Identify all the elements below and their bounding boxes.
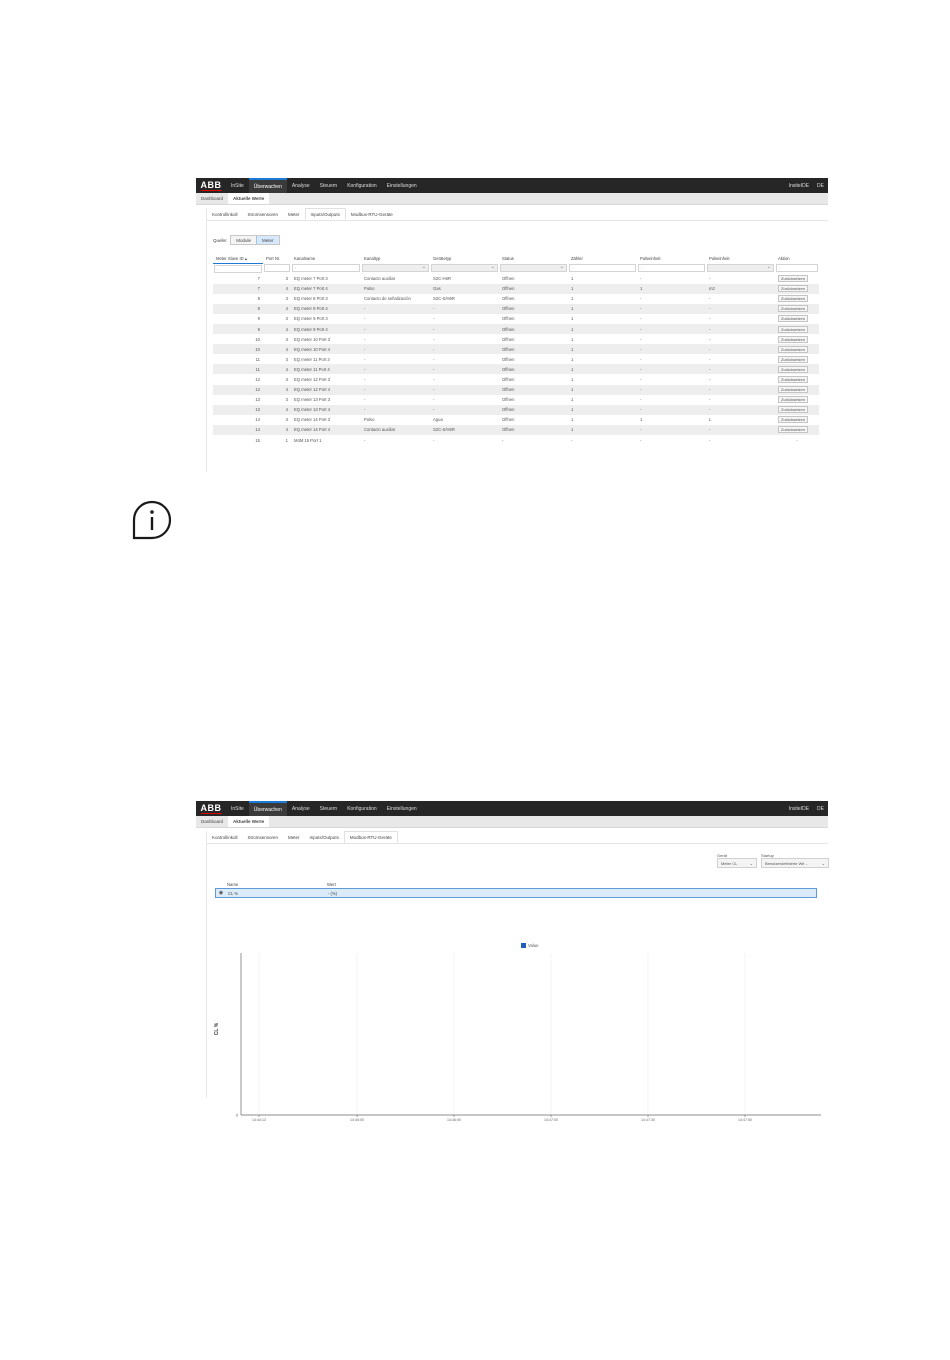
device-select[interactable]: Meter CL ⌄ <box>717 858 757 868</box>
row-device-type: - <box>433 397 435 403</box>
filter-pulse-1[interactable]: - <box>638 264 705 272</box>
row-slave-id: 7 <box>213 284 263 294</box>
nav-einstellungen[interactable]: Einstellungen <box>386 182 417 189</box>
row-pulse-2: - <box>706 344 775 354</box>
row-action <box>775 284 819 294</box>
row-port: 4 <box>263 284 291 294</box>
row-status: Offnen <box>502 417 515 423</box>
row-slave-id: 7 <box>257 276 260 282</box>
tab-stromsensoren[interactable]: Stromsensoren <box>247 834 279 840</box>
col-slave-id[interactable]: Meter Slave ID ▴ <box>213 254 263 263</box>
row-counter: 1 <box>568 284 637 294</box>
row-channel-type: - <box>361 385 430 395</box>
row-action <box>775 374 819 384</box>
row-channel-type: Contacto auxiliar <box>361 425 430 435</box>
row-counter: 1 <box>568 304 637 314</box>
row-pulse-2: - <box>706 405 775 415</box>
col-counter[interactable]: Zähler <box>571 256 583 261</box>
row-status: Offnen <box>499 405 568 415</box>
source-option-module[interactable]: Module <box>231 236 256 244</box>
row-channel-type: - <box>364 437 366 443</box>
filter-pulse-2[interactable] <box>707 264 774 272</box>
row-device-type: - <box>433 316 435 322</box>
row-channel-type: - <box>364 356 366 362</box>
row-pulse-2: - <box>709 397 711 403</box>
row-pulse-2: - <box>709 296 711 302</box>
row-slave-id: 8 <box>257 296 260 302</box>
tab-modbus-rtu[interactable]: Modbus-RTU-Geräte <box>344 831 398 843</box>
row-device-type: - <box>433 356 435 362</box>
row-channel-type: Contacto auxiliar <box>364 276 396 282</box>
nav-steuern[interactable]: Steuern <box>319 182 338 189</box>
table-row <box>213 284 819 294</box>
row-action <box>775 425 819 435</box>
legend-label: Value <box>528 943 539 948</box>
x-tick-label: 14:44:13 <box>252 1118 266 1122</box>
row-port: 3 <box>285 336 288 342</box>
row-counter: 1 <box>571 336 574 342</box>
table-row <box>213 294 819 304</box>
sub-navbar <box>196 193 828 205</box>
row-status: - <box>502 437 504 443</box>
row-pulse-2: - <box>706 324 775 334</box>
row-slave-id: 10 <box>213 344 263 354</box>
row-channel-type: - <box>361 364 430 374</box>
row-channel-type: Pulso <box>361 284 430 294</box>
row-port: 4 <box>263 324 291 334</box>
filter-row <box>213 263 819 274</box>
header-value: Wert <box>327 881 336 887</box>
row-slave-id: 11 <box>255 356 260 362</box>
main-content <box>206 208 828 472</box>
filter-port[interactable]: - <box>264 264 290 272</box>
user-menu[interactable]: InsiteIDE <box>788 805 810 812</box>
reset-button[interactable]: Zurücksetzen <box>778 275 808 282</box>
filter-channel-name[interactable]: - <box>292 264 360 272</box>
row-pulse-2: - <box>706 304 775 314</box>
row-counter: 1 <box>571 296 574 302</box>
row-action <box>775 314 819 324</box>
row-port: 4 <box>263 344 291 354</box>
row-channel-name: EQ meter 14 Port 3 <box>294 417 331 423</box>
col-pulse-unit-1[interactable]: Pulseinheit <box>640 256 661 261</box>
row-device-type: - <box>433 437 435 443</box>
row-channel-name: EQ meter 13 Port 3 <box>294 397 331 403</box>
tab-inputs-outputs[interactable]: Inputs/Outputs <box>309 834 339 840</box>
row-channel-name: EQ meter 10 Port 3 <box>294 336 331 342</box>
row-device-type: - <box>430 324 499 334</box>
row-pulse-1: 1 <box>637 284 706 294</box>
row-channel-type: - <box>361 324 430 334</box>
language-switch[interactable]: DE <box>817 805 824 812</box>
row-action <box>775 274 819 284</box>
row-channel-name: EQ meter 7 Port 4 <box>291 284 361 294</box>
row-action <box>775 354 819 364</box>
sort-asc-icon: ▴ <box>244 255 247 261</box>
row-slave-id: 9 <box>213 324 263 334</box>
nav-insite[interactable]: InSite <box>231 182 244 189</box>
row-device-type: S2C-S/H6R <box>433 296 455 302</box>
row-counter: 1 <box>568 364 637 374</box>
table-row <box>213 395 819 405</box>
row-pulse-1: - <box>640 437 642 443</box>
row-slave-id: 9 <box>257 316 260 322</box>
table-row <box>213 405 819 415</box>
col-device-type[interactable]: Gerätetyp <box>433 256 452 261</box>
row-channel-name: EQ meter 14 Port 4 <box>291 425 361 435</box>
language-switch[interactable]: DE <box>817 182 824 189</box>
row-slave-id: 8 <box>213 304 263 314</box>
col-channel-name[interactable]: Kanalname <box>294 256 316 261</box>
nav-steuern[interactable]: Steuern <box>319 805 338 812</box>
row-action <box>775 364 819 374</box>
row-slave-id: 14 <box>213 425 263 435</box>
table-row <box>213 364 819 374</box>
row-pulse-2: - <box>709 336 711 342</box>
row-pulse-1: - <box>640 397 642 403</box>
reset-button[interactable]: Zurücksetzen <box>778 386 808 393</box>
row-pulse-2: - <box>709 316 711 322</box>
tab-kontroll[interactable]: Kontrollinkoll <box>212 834 238 840</box>
row-status: Offnen <box>499 304 568 314</box>
table-row <box>213 415 819 425</box>
screenshot-modbus-rtu <box>196 801 828 1122</box>
reset-button[interactable]: Zurücksetzen <box>778 305 808 312</box>
row-device-type: - <box>430 344 499 354</box>
nav-konfiguration[interactable]: Konfiguration <box>347 182 377 189</box>
row-channel-name: EQ meter 12 Port 3 <box>294 376 331 382</box>
row-action <box>775 304 819 314</box>
col-status[interactable]: Status <box>502 256 514 261</box>
row-channel-type: - <box>361 405 430 415</box>
row-port: 4 <box>263 304 291 314</box>
nav-ueberwachen[interactable]: Überwachen <box>249 178 287 193</box>
row-status: Offnen <box>499 385 568 395</box>
x-tick-label: 14:45:00 <box>350 1118 364 1122</box>
reset-button[interactable]: Zurücksetzen <box>778 326 808 333</box>
row-device-type: Agua <box>433 417 443 423</box>
row-pulse-1: - <box>637 364 706 374</box>
filter-action[interactable]: - <box>776 264 818 272</box>
row-status: Offnen <box>502 397 515 403</box>
table-row <box>213 334 819 344</box>
row-pulse-1: - <box>640 356 642 362</box>
row-counter: 1 <box>571 276 574 282</box>
row-status: Offnen <box>499 425 568 435</box>
reset-button[interactable]: Zurücksetzen <box>778 416 808 423</box>
row-pulse-2: - <box>709 356 711 362</box>
row-channel-name: EQ meter 8 Port 3 <box>294 296 328 302</box>
reset-button[interactable]: Zurücksetzen <box>778 285 808 292</box>
row-port: 4 <box>263 385 291 395</box>
row-action: - <box>796 437 798 443</box>
filter-channel-type[interactable] <box>362 264 429 272</box>
nav-ueberwachen[interactable]: Überwachen <box>249 801 287 816</box>
row-pulse-2: - <box>706 425 775 435</box>
top-navbar <box>196 178 828 193</box>
tab-inputs-outputs[interactable]: Inputs/Outputs <box>305 208 346 220</box>
filter-counter[interactable]: - <box>569 264 636 272</box>
table-row <box>213 314 819 324</box>
info-icon <box>131 500 173 540</box>
source-selector <box>213 235 280 245</box>
row-channel-type: - <box>364 336 366 342</box>
table-row <box>213 435 819 445</box>
row-pulse-1: - <box>640 296 642 302</box>
row-pulse-2: - <box>706 385 775 395</box>
row-port: 1 <box>285 437 288 443</box>
col-port[interactable]: Port Nr. <box>266 256 281 261</box>
row-slave-id: 14 <box>255 417 260 423</box>
row-status: Offnen <box>499 284 568 294</box>
row-pulse-2: L <box>709 417 712 423</box>
row-port: 3 <box>285 276 288 282</box>
row-status: Offnen <box>499 344 568 354</box>
row-action <box>775 395 819 405</box>
row-pulse-2: m2 <box>706 284 775 294</box>
row-status: Offnen <box>502 276 515 282</box>
row-channel-name: EQ meter 10 Port 4 <box>291 344 361 354</box>
row-port: 4 <box>263 405 291 415</box>
row-pulse-1: - <box>637 405 706 415</box>
row-channel-name: EQ meter 11 Port 3 <box>294 356 330 362</box>
row-slave-id: 13 <box>213 405 263 415</box>
row-channel-name: M4M 15 Port 1 <box>294 437 322 443</box>
device-label: Gerät <box>717 853 728 858</box>
tab-bar <box>207 208 828 221</box>
row-status: Offnen <box>502 376 515 382</box>
filter-status[interactable] <box>500 264 567 272</box>
x-tick-label: 14:47:00 <box>544 1118 558 1122</box>
row-device-type: Gas <box>430 284 499 294</box>
sub-navbar <box>196 816 828 828</box>
reset-button[interactable]: Zurücksetzen <box>778 406 808 413</box>
row-port: 3 <box>285 356 288 362</box>
row-counter: 1 <box>568 324 637 334</box>
row-action <box>775 334 819 344</box>
row-status: Offnen <box>502 316 515 322</box>
row-counter: 1 <box>568 344 637 354</box>
source-label: Quelle: <box>213 237 228 243</box>
row-slave-id: 10 <box>255 336 260 342</box>
source-toggle <box>230 235 279 245</box>
source-option-meter[interactable]: Meter <box>256 236 279 244</box>
table-row <box>213 425 819 435</box>
row-pulse-1: - <box>637 344 706 354</box>
row-pulse-2: - <box>706 364 775 374</box>
screenshot-current-values-io <box>196 178 828 472</box>
row-pulse-2: - <box>709 276 711 282</box>
tab-modbus-rtu[interactable]: Modbus-RTU-Geräte <box>350 211 393 217</box>
filter-device-type[interactable] <box>431 264 498 272</box>
range-label: Startup <box>761 853 774 858</box>
row-port: 3 <box>285 316 288 322</box>
row-action <box>775 344 819 354</box>
table-row <box>213 354 819 364</box>
row-port: 4 <box>263 425 291 435</box>
row-counter: 1 <box>571 356 574 362</box>
table-row <box>213 374 819 384</box>
row-status: Offnen <box>499 364 568 374</box>
row-port: 4 <box>263 364 291 374</box>
table-row <box>213 274 819 284</box>
row-pulse-2: - <box>709 437 711 443</box>
row-status: Offnen <box>502 336 515 342</box>
range-select[interactable]: Benutzerdefinierte We... ⌄ <box>761 858 829 868</box>
row-pulse-1: - <box>637 324 706 334</box>
row-action <box>775 385 819 395</box>
main-content <box>206 831 828 1122</box>
abb-logo: ABB <box>200 179 222 190</box>
nav-konfiguration[interactable]: Konfiguration <box>347 805 377 812</box>
row-channel-type: - <box>364 397 366 403</box>
nav-analyse[interactable]: Analyse <box>291 805 310 812</box>
reset-button[interactable]: Zurücksetzen <box>778 426 808 433</box>
row-pulse-1: - <box>640 336 642 342</box>
row-counter: 1 <box>571 417 574 423</box>
chevron-down-icon: ⌄ <box>749 860 753 866</box>
table-row <box>213 304 819 314</box>
row-port: 3 <box>285 417 288 423</box>
value-row-value: - (%) <box>328 890 338 896</box>
row-device-type: - <box>433 336 435 342</box>
subnav-dashboard[interactable]: Dashboard <box>201 196 224 201</box>
row-slave-id: 15 <box>255 437 260 443</box>
filter-slave-id[interactable]: - <box>214 265 262 273</box>
row-counter: 1 <box>568 425 637 435</box>
row-channel-type: - <box>364 316 366 322</box>
row-device-type: S2C-S/H6R <box>430 425 499 435</box>
row-device-type: - <box>430 364 499 374</box>
y-tick-label: 0 <box>235 1112 238 1118</box>
row-status: Offnen <box>499 324 568 334</box>
value-row-name: CL % <box>228 890 239 896</box>
row-port: 3 <box>285 296 288 302</box>
row-slave-id: 12 <box>213 385 263 395</box>
row-port: 3 <box>285 397 288 403</box>
tab-meter[interactable]: Meter <box>288 834 300 840</box>
row-pulse-2: - <box>709 376 711 382</box>
io-table <box>213 254 819 445</box>
row-status: Offnen <box>502 356 515 362</box>
row-slave-id: 13 <box>255 397 260 403</box>
row-channel-type: - <box>361 344 430 354</box>
col-pulse-unit-2[interactable]: Pulseinheit <box>709 256 730 261</box>
nav-einstellungen[interactable]: Einstellungen <box>386 805 417 812</box>
row-action <box>775 405 819 415</box>
nav-insite[interactable]: InSite <box>231 805 244 812</box>
row-pulse-1: - <box>637 304 706 314</box>
row-device-type: - <box>430 385 499 395</box>
row-channel-name: EQ meter 8 Port 4 <box>291 304 361 314</box>
row-channel-name: EQ meter 7 Port 3 <box>294 276 328 282</box>
row-device-type: - <box>430 405 499 415</box>
table-row <box>213 324 819 334</box>
chart-y-axis-label: CL % <box>214 1022 221 1036</box>
row-channel-name: EQ meter 11 Port 4 <box>291 364 361 374</box>
table-row <box>213 344 819 354</box>
row-channel-name: EQ meter 12 Port 4 <box>291 385 361 395</box>
row-device-type: S2C-H6R <box>433 276 451 282</box>
reset-button[interactable]: Zurücksetzen <box>778 346 808 353</box>
row-action <box>775 294 819 304</box>
row-channel-name: EQ meter 13 Port 4 <box>291 405 361 415</box>
reset-button[interactable]: Zurücksetzen <box>778 376 808 383</box>
x-tick-label: 14:47:50 <box>738 1118 752 1122</box>
header-name: Name <box>227 881 239 887</box>
user-menu[interactable]: InsiteIDE <box>788 182 810 189</box>
row-pulse-1: - <box>640 316 642 322</box>
reset-button[interactable]: Zurücksetzen <box>778 315 808 322</box>
reset-button[interactable]: Zurücksetzen <box>778 396 808 403</box>
eye-icon[interactable]: ◉ <box>218 890 224 896</box>
nav-analyse[interactable]: Analyse <box>291 182 310 189</box>
row-channel-type: Pulso <box>364 417 375 423</box>
abb-logo: ABB <box>200 802 222 813</box>
row-counter: 1 <box>571 316 574 322</box>
top-navbar <box>196 801 828 816</box>
subnav-current-values[interactable]: Aktuelle Werte <box>228 193 269 204</box>
reset-button[interactable]: Zurücksetzen <box>778 336 808 343</box>
tab-meter[interactable]: Meter <box>288 211 300 217</box>
row-device-type: - <box>430 304 499 314</box>
row-action <box>775 415 819 425</box>
row-channel-type: - <box>361 304 430 314</box>
row-action <box>775 324 819 334</box>
x-tick-label: 14:46:00 <box>447 1118 461 1122</box>
table-body <box>213 274 819 446</box>
row-channel-name: EQ meter 9 Port 3 <box>294 316 328 322</box>
row-slave-id: 12 <box>255 376 260 382</box>
row-pulse-1: - <box>640 376 642 382</box>
row-pulse-1: - <box>637 385 706 395</box>
reset-button[interactable]: Zurücksetzen <box>778 356 808 363</box>
line-chart <box>207 831 829 1122</box>
tab-stromsensoren[interactable]: Stromsensoren <box>247 211 279 217</box>
row-device-type: - <box>433 376 435 382</box>
col-channel-type[interactable]: Kanaltyp <box>364 256 381 261</box>
row-channel-type: Contacto de señalización <box>364 296 411 302</box>
row-port: 3 <box>285 376 288 382</box>
row-channel-name: EQ meter 9 Port 4 <box>291 324 361 334</box>
subnav-dashboard[interactable]: Dashboard <box>201 819 224 824</box>
reset-button[interactable]: Zurücksetzen <box>778 366 808 373</box>
row-pulse-1: - <box>637 425 706 435</box>
row-status: Offnen <box>502 296 515 302</box>
row-slave-id: 11 <box>213 364 263 374</box>
tab-kontroll[interactable]: Kontrollinkoll <box>212 211 238 217</box>
table-row <box>213 385 819 395</box>
row-counter: 1 <box>571 376 574 382</box>
row-pulse-1: 1 <box>640 417 643 423</box>
chevron-down-icon: ⌄ <box>821 860 825 866</box>
row-counter: 1 <box>571 397 574 403</box>
x-tick-label: 14:47:30 <box>641 1118 655 1122</box>
row-counter: 1 <box>568 385 637 395</box>
row-counter: - <box>571 437 573 443</box>
row-channel-type: - <box>364 376 366 382</box>
col-action: Aktion <box>778 256 790 261</box>
row-pulse-1: - <box>640 276 642 282</box>
table-header <box>213 254 819 263</box>
reset-button[interactable]: Zurücksetzen <box>778 295 808 302</box>
row-counter: 1 <box>568 405 637 415</box>
subnav-current-values[interactable]: Aktuelle Werte <box>228 816 269 827</box>
